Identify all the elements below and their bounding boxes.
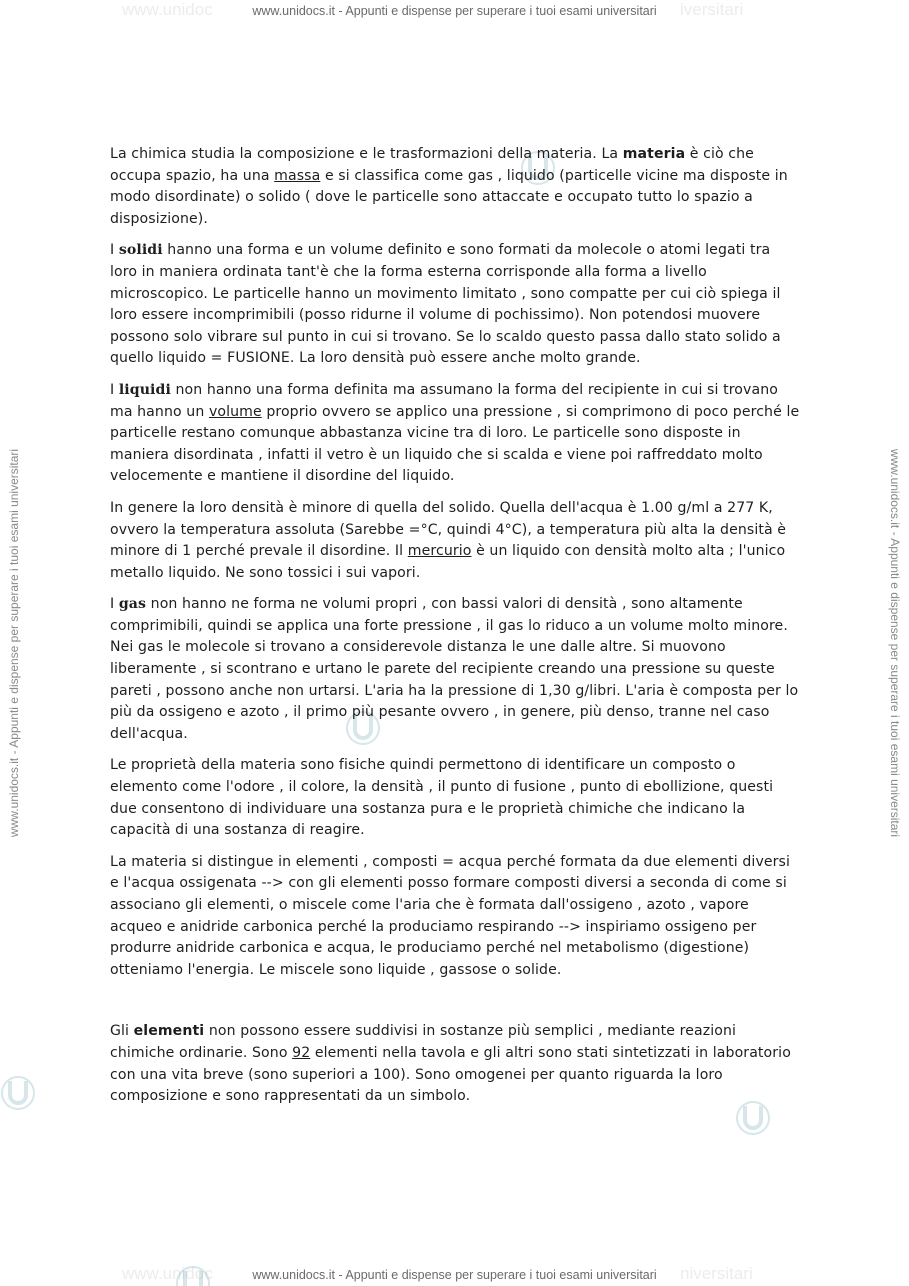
text: I <box>110 596 119 613</box>
unidocs-logo-icon <box>175 1265 211 1286</box>
paragraph-materia <box>110 144 800 230</box>
underlined-massa: massa <box>274 167 321 184</box>
watermark-footer: www.unidocs.it - Appunti e dispense per superare i tuoi esami universitari <box>252 1268 657 1282</box>
paragraph-gas <box>110 594 800 745</box>
watermark-ghost-left-bottom: www.unidoc <box>122 1264 213 1283</box>
text: I <box>110 242 119 259</box>
watermark-ghost-right: iversitari <box>680 0 744 19</box>
term-solidi: solidi <box>118 242 163 259</box>
watermark-side-right-text: www.unidocs.it - Appunti e dispense per superare i tuoi esami universitari <box>888 448 902 838</box>
paragraph-densita <box>110 498 800 584</box>
term-gas: gas <box>118 596 147 613</box>
term-materia: materia <box>622 146 686 162</box>
watermark-ghost-left: www.unidoc <box>122 0 213 19</box>
text: non hanno una forma definita ma assumano la forma del recipiente in cui si trovano ma hanno un <box>110 381 778 420</box>
text: Gli <box>110 1023 134 1040</box>
underlined-volume: volume <box>208 403 262 420</box>
unidocs-logo-icon <box>0 1075 36 1111</box>
paragraph-elementi <box>110 1021 800 1107</box>
paragraph-solidi <box>110 240 800 370</box>
paragraph-classificazione: La materia si distingue in elementi , composti = acqua perché formata da due elementi diversi e l'acqua ossigenata --> con gli elementi posso formare composti diversi a seconda di come si associano gli elementi, o miscele come l'aria che è formata dall'ossigeno , azoto , vapore acqueo e anidride carbonica perché la produciamo respirando --> inspiriamo ossigeno per produrre anidride carbonica e acqua, le produciamo perché nel metabolismo (digestione) otteniamo l'energia. Le miscele sono liquide , gassose o solide. <box>110 853 791 978</box>
text: non hanno ne forma ne volumi propri , con bassi valori di densità , sono altamente comprimibili, quindi se applica una forte pressione , il gas lo riduco a un volume molto minore. Nei gas le molecole si trovano a considerevole distanza le une dalle altre. Si muovono liberamente , si scontrano e urtano le parete del recipiente creando una pressione su queste pareti , possono anche non urtarsi. L'aria ha la pressione di 1,30 g/libri. L'aria è composta per lo più da ossigeno e azoto , il primo più pesante ovvero , in genere, più denso, tranne nel caso dell'acqua. <box>110 596 799 742</box>
watermark-side-left-text: www.unidocs.it - Appunti e dispense per superare i tuoi esami universitari <box>7 448 21 838</box>
text: non possono essere suddivisi in sostanze più semplici , mediante reazioni chimiche ordinarie. Sono <box>110 1023 737 1061</box>
watermark-ghost-right-bottom: niversitari <box>680 1264 753 1283</box>
watermark-header: www.unidocs.it - Appunti e dispense per superare i tuoi esami universitari <box>252 4 657 18</box>
term-liquidi: liquidi <box>118 381 171 398</box>
document-body <box>110 144 800 1118</box>
text: è un liquido con densità molto alta ; l'unico metallo liquido. Ne sono tossici i sui vapori. <box>110 543 786 581</box>
text: hanno una forma e un volume definito e sono formati da molecole o atomi legati tra loro in maniera ordinata tant'è che la forma esterna corrisponde alla forma a livello microscopico. Le particelle hanno un movimento limitato , sono compatte per cui ciò spiega il loro essere incomprimibili (posso ridurne il volume di pochissimo). Non potendosi muovere possono solo vibrare sul punto in cui si trovano. Se lo scaldo questo passa dallo stato solido a quello liquido = FUSIONE. La loro densità può essere anche molto grande. <box>110 242 781 367</box>
paragraph-proprieta: Le proprietà della materia sono fisiche quindi permettono di identificare un composto o elemento come l'odore , il colore, la densità , il punto di fusione , punto di ebollizione, questi due consentono di individuare una sostanza pura e le proprietà chimiche che indicano la capacità di una sostanza di reagire. <box>110 757 774 839</box>
text: proprio ovvero se applico una pressione , si comprimono di poco perché le particelle restano comunque abbastanza vicine tra di loro. Le particelle sono disposte in maniera disordinata , infatti il vetro è un liquido che si scalda e viene poi raffreddato molto velocemente e mantiene il disordine del liquido. <box>110 403 800 485</box>
text: è ciò che occupa spazio, ha una <box>110 146 754 184</box>
underlined-92: 92 <box>292 1044 311 1061</box>
term-elementi: elementi <box>133 1023 205 1040</box>
text: elementi nella tavola e gli altri sono stati sintetizzati in laboratorio con una vita breve (sono superiori a 100). Sono omogenei per quanto riguarda la loro composizione e sono rappresentati da un simbolo. <box>110 1044 791 1105</box>
text: I <box>110 381 119 398</box>
paragraph-liquidi <box>110 380 800 488</box>
text: In genere la loro densità è minore di quella del solido. Quella dell'acqua è 1.00 g/ml a 277 K, ovvero la temperatura assoluta (Sarebbe =°C, quindi 4°C), a temperatura più alta la densità è minore di 1 perché prevale il disordine. Il <box>110 499 787 560</box>
text: La chimica studia la composizione e le trasformazioni della materia. La <box>110 146 623 162</box>
text: e si classifica come gas , liquido (particelle vicine ma disposte in modo disordinate) o solido ( dove le particelle sono attaccate e occupato tutto lo spazio a disposizione). <box>110 167 788 227</box>
underlined-mercurio: mercurio <box>407 543 472 560</box>
